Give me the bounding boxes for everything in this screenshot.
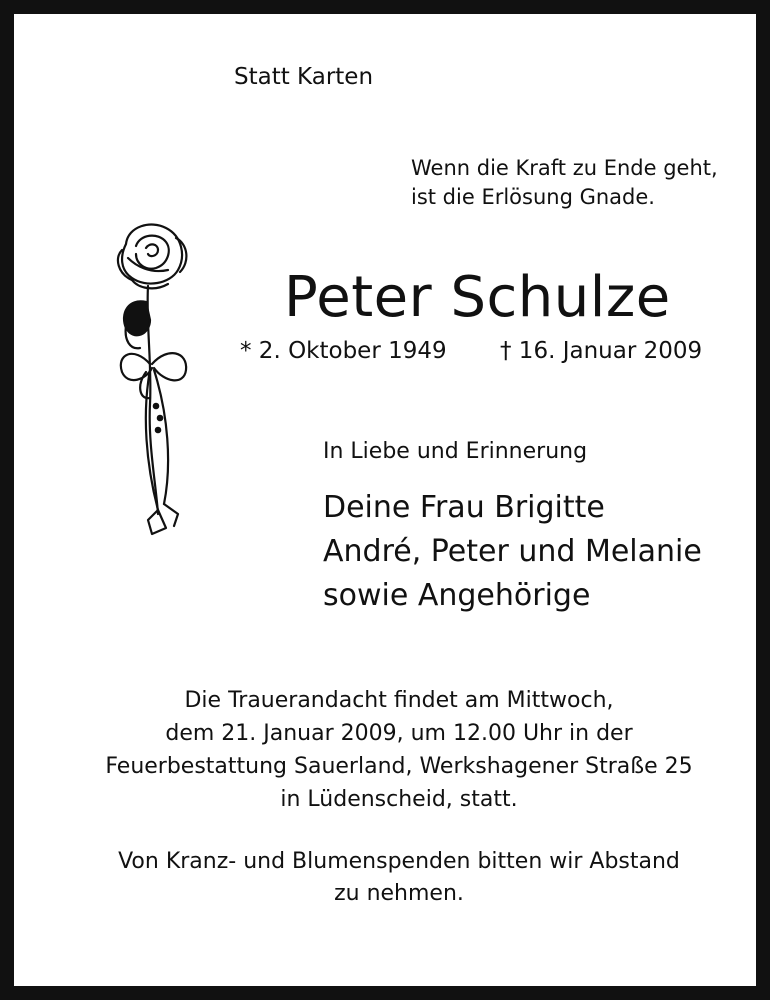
- signer-line: Deine Frau Brigitte: [323, 490, 605, 525]
- service-line: Die Trauerandacht findet am Mittwoch,: [184, 688, 614, 713]
- birth-date: * 2. Oktober 1949: [240, 338, 447, 364]
- request-line: Von Kranz- und Blumenspenden bitten wir Abstand: [118, 849, 680, 874]
- header-text: Statt Karten: [234, 64, 374, 90]
- rose-with-ribbon-icon: [106, 214, 206, 544]
- motto: [411, 154, 718, 212]
- deceased-name: Peter Schulze: [284, 265, 671, 330]
- motto-line: Wenn die Kraft zu Ende geht,: [411, 156, 718, 180]
- motto-line: ist die Erlösung Gnade.: [411, 185, 655, 209]
- service-line: in Lüdenscheid, statt.: [280, 787, 518, 812]
- remembrance-lead: In Liebe und Erinnerung: [323, 439, 588, 464]
- service-line: dem 21. Januar 2009, um 12.00 Uhr in der: [165, 721, 633, 746]
- service-line: Feuerbestattung Sauerland, Werkshagener Straße 25: [105, 754, 693, 779]
- request-line: zu nehmen.: [334, 881, 464, 906]
- signer-line: André, Peter und Melanie: [323, 534, 702, 569]
- service-details: [14, 684, 770, 816]
- signers: [323, 486, 702, 618]
- flower-request: [14, 846, 770, 910]
- death-date: † 16. Januar 2009: [500, 338, 703, 364]
- signer-line: sowie Angehörige: [323, 578, 591, 613]
